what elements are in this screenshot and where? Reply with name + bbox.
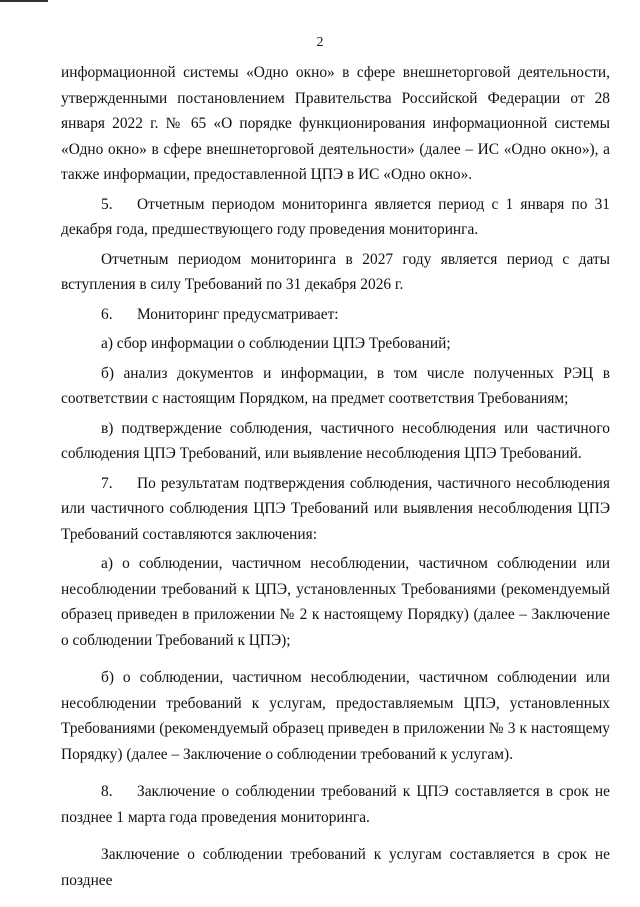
document-body [61, 60, 610, 897]
paragraph-item-5 [61, 192, 610, 243]
list-item-a: а) о соблюдении, частичном несоблюдении, частичном соблюдении или несоблюдении требований к ЦПЭ, установленных Требованиями (рекомендуемый образец приведен в приложении № 2 к настоящему Порядку) (далее – Заключение о соблюдении Требований к ЦПЭ); [61, 555, 610, 649]
paragraph-continuation: информационной системы «Одно окно» в сфере внешнеторговой деятельности, утвержденными постановлением Правительства Российской Федерации от 28 января 2022 г. № 65 «О порядке функционирования информационной системы «Одно окно» в сфере внешнеторговой деятельности» (далее – ИС «Одно окно»), а также информации, предоставленной ЦПЭ в ИС «Одно окно». [61, 64, 610, 183]
item-number: 5. [101, 195, 113, 213]
top-edge-line [0, 0, 48, 2]
item-number: 8. [101, 783, 113, 800]
list-item-c: в) подтверждение соблюдения, частичного несоблюдения или частичного соблюдения ЦПЭ Требований, или выявление несоблюдения ЦПЭ Требований. [61, 419, 610, 462]
paragraph-text: Отчетным периодом мониторинга является период с 1 января по 31 декабря года, предшествующего году проведения мониторинга. [61, 195, 610, 238]
paragraph: Отчетным периодом мониторинга в 2027 году является период с даты вступления в силу Требований по 31 декабря 2026 г. [61, 250, 610, 293]
paragraph-text: Заключение о соблюдении требований к ЦПЭ составляется в срок не позднее 1 марта года проведения мониторинга. [61, 783, 610, 826]
paragraph: Заключение о соблюдении требований к услугам составляется в срок не позднее [61, 846, 610, 889]
page-number: 2 [316, 35, 324, 50]
list-item-a: а) сбор информации о соблюдении ЦПЭ Требований; [101, 335, 451, 352]
paragraph-item-8 [61, 779, 610, 830]
paragraph-item-7 [61, 471, 610, 548]
paragraph-text: По результатам подтверждения соблюдения, частичного несоблюдения или частичного соблюдения ЦПЭ Требований или выявления несоблюдения ЦПЭ Требований составляются заключения: [61, 474, 610, 543]
item-number: 7. [101, 474, 113, 492]
list-item-b: б) анализ документов и информации, в том числе полученных РЭЦ в соответствии с настоящим Порядком, на предмет соответствия Требованиям; [61, 364, 610, 407]
list-item-b: б) о соблюдении, частичном несоблюдении, частичном соблюдении или несоблюдении требований к услугам, предоставляемым ЦПЭ, установленных Требованиями (рекомендуемый образец приведен в приложении № 3 к настоящему Порядку) (далее – Заключение о соблюдении требований к услугам). [61, 669, 610, 763]
paragraph-text: Мониторинг предусматривает: [137, 305, 339, 323]
paragraph-item-6 [61, 302, 610, 328]
item-number: 6. [101, 305, 113, 323]
